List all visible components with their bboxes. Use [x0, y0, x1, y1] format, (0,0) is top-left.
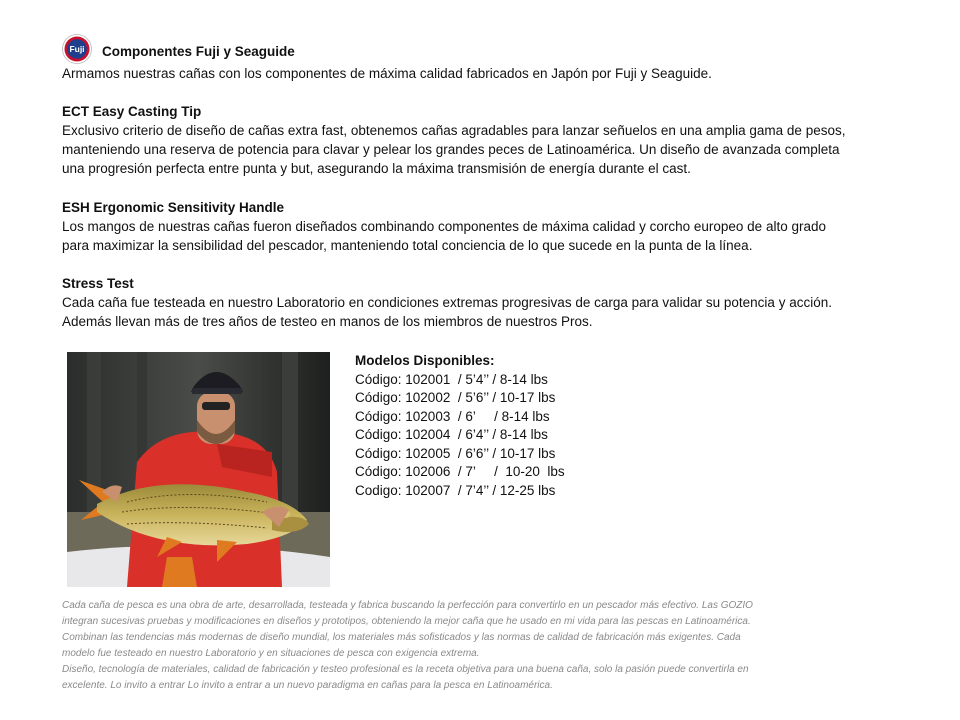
fuji-header — [62, 34, 295, 64]
model-row: Código: 102005 / 6’6’’ / 10-17 lbs — [355, 445, 556, 461]
model-row: Codigo: 102007 / 7’4’’ / 12-25 lbs — [355, 482, 556, 498]
footer-line: Diseño, tecnología de materiales, calidad de fabricación y testeo profesional es la receta objetiva para una buena caña, solo la pasión puede convertirla en — [62, 664, 749, 675]
model-row: Código: 102003 / 6’ / 8-14 lbs — [355, 408, 550, 424]
stress-section — [62, 274, 912, 331]
footer-note — [62, 598, 912, 694]
fisherman-with-dorado-image — [67, 352, 330, 587]
models-heading: Modelos Disponibles: — [355, 353, 495, 368]
footer-line: excelente. Lo invito a entrar Lo invito a entrar a un nuevo paradigma en cañas para la pesca en Latinoamérica. — [62, 680, 553, 691]
fuji-text: Armamos nuestras cañas con los componentes de máxima calidad fabricados en Japón por Fuji y Seaguide. — [62, 66, 712, 81]
model-row: Código: 102001 / 5’4’’ / 8-14 lbs — [355, 371, 548, 387]
fisherman-photo — [67, 352, 330, 587]
ect-line: manteniendo una reserva de potencia para clavar y pelear los grandes peces de Latinoamérica. Un diseño de avanzada completa — [62, 142, 840, 157]
ect-heading: ECT Easy Casting Tip — [62, 104, 202, 119]
fuji-section — [62, 64, 912, 83]
ect-section — [62, 102, 912, 178]
stress-line: Cada caña fue testeada en nuestro Laboratorio en condiciones extremas progresivas de carga para validar su potencia y acción. — [62, 295, 832, 310]
esh-line: Los mangos de nuestras cañas fueron diseñados combinando componentes de máxima calidad y corcho europeo de alto grado — [62, 219, 826, 234]
footer-line: modelo fue testeado en nuestro Laboratorio y en situaciones de pesca con exigencia extrema. — [62, 648, 480, 659]
ect-line: una progresión perfecta entre punta y but, asegurando la máxima transmisión de energía durante el cast. — [62, 161, 691, 176]
footer-line: integran sucesivas pruebas y modificaciones en diseños y prototipos, obteniendo la mejor caña que he usado en mi vida para las pescas en Latinoamérica. — [62, 616, 751, 627]
esh-heading: ESH Ergonomic Sensitivity Handle — [62, 200, 285, 215]
model-row: Código: 102006 / 7’ / 10-20 lbs — [355, 464, 565, 479]
stress-heading: Stress Test — [62, 276, 134, 291]
fuji-section-title: Componentes Fuji y Seaguide — [102, 43, 295, 59]
esh-line: para maximizar la sensibilidad del pescador, manteniendo total conciencia de lo que sucede en la punta de la línea. — [62, 238, 753, 253]
footer-line: Cada caña de pesca es una obra de arte, desarrollada, testeada y fabrica buscando la perfección para convertirlo en un pescador más efectivo. Las GOZIO — [62, 600, 753, 611]
svg-text:Fuji: Fuji — [69, 44, 85, 55]
fuji-logo-icon — [62, 34, 92, 64]
esh-section — [62, 198, 912, 255]
models-list — [355, 352, 565, 500]
model-row: Código: 102004 / 6’4’’ / 8-14 lbs — [355, 427, 548, 442]
model-row: Código: 102002 / 5’6’’ / 10-17 lbs — [355, 390, 556, 405]
stress-line: Además llevan más de tres años de testeo en manos de los miembros de nuestros Pros. — [62, 314, 593, 329]
footer-line: Combinan las tendencias más modernas de diseño mundial, los materiales más sofisticados y las normas de calidad de fabricación más exigentes. Cada — [62, 632, 741, 643]
ect-line: Exclusivo criterio de diseño de cañas extra fast, obtenemos cañas agradables para lanzar señuelos en una amplia gama de pesos, — [62, 123, 846, 138]
